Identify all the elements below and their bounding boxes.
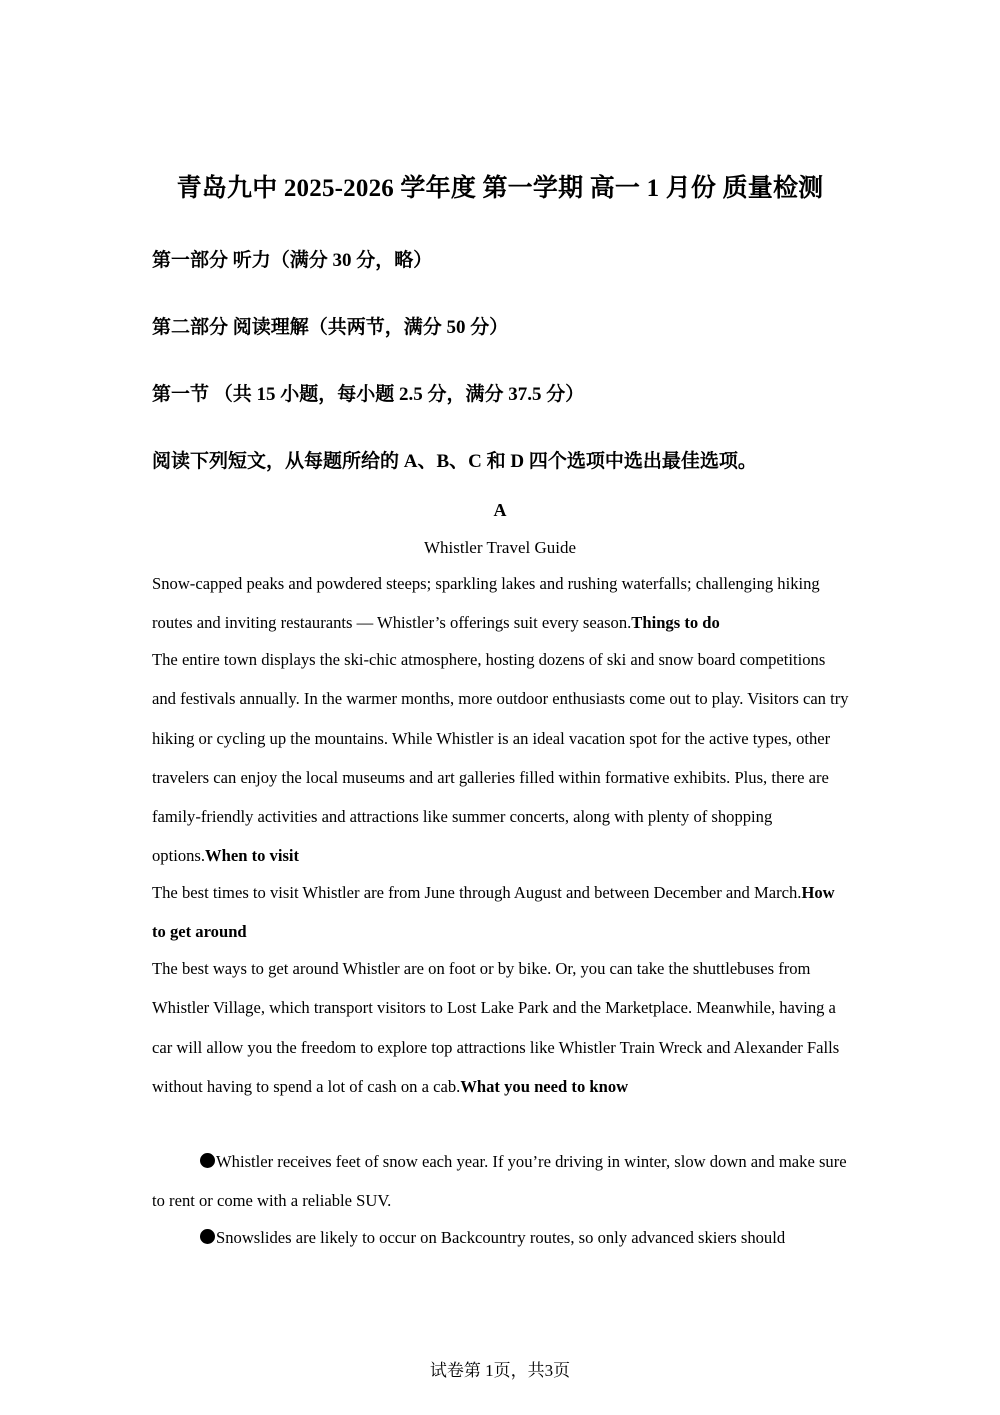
passage-title: Whistler Travel Guide bbox=[423, 538, 577, 557]
bullet-dot-icon bbox=[200, 1153, 215, 1168]
passage-letter: A bbox=[493, 500, 507, 520]
passage-block-intro bbox=[152, 564, 852, 643]
what-you-need-heading: What you need to know bbox=[460, 1076, 629, 1096]
bullet-2 bbox=[152, 1218, 852, 1257]
bullet-1 bbox=[152, 1142, 852, 1221]
bullet-2-text: Snowslides are likely to occur on Backcountry routes, so only advanced skiers should bbox=[216, 1228, 786, 1247]
passage-block-when bbox=[152, 873, 852, 952]
how-to-get-around-heading: How to get around bbox=[152, 883, 835, 942]
when-to-visit-heading: When to visit bbox=[205, 846, 300, 866]
exam-title: 青岛九中 2025-2026 学年度 第一学期 高一 1 月份 质量检测 bbox=[176, 175, 824, 202]
section1-heading: 第一节 （共 15 小题，每小题 2.5 分，满分 37.5 分） bbox=[152, 384, 585, 405]
bullet-dot-icon bbox=[200, 1229, 215, 1244]
part1-heading: 第一部分 听力（满分 30 分，略） bbox=[152, 250, 433, 271]
when-to-visit-text: The best times to visit Whistler are from June through August and between December and March. bbox=[152, 883, 802, 902]
passage-block-how bbox=[152, 949, 852, 1106]
part2-heading: 第二部分 阅读理解（共两节，满分 50 分） bbox=[152, 317, 509, 338]
instruction: 阅读下列短文，从每题所给的 A、B、C 和 D 四个选项中选出最佳选项。 bbox=[152, 451, 757, 472]
page-footer: 试卷第 1页，共3页 bbox=[429, 1361, 571, 1380]
intro-text: Snow-capped peaks and powdered steeps; sparkling lakes and rushing waterfalls; challenging hiking routes and inviting restaurants — Whistler’s offerings suit every season. bbox=[152, 574, 820, 633]
bullet-1-text: Whistler receives feet of snow each year. If you’re driving in winter, slow down and make sure to rent or come with a reliable SUV. bbox=[152, 1152, 847, 1211]
things-to-do-heading: Things to do bbox=[631, 613, 720, 633]
things-to-do-text: The entire town displays the ski-chic atmosphere, hosting dozens of ski and snow board competitions and festivals annually. In the warmer months, more outdoor enthusiasts come out to play. Visitors can try hiking or cycling up the mountains. While Whistler is an ideal vacation spot for the active types, other travelers can enjoy the local museums and art galleries filled within formative exhibits. Plus, there are family-friendly activities and attractions like summer concerts, along with plenty of shopping options. bbox=[152, 650, 849, 866]
how-to-get-around-text: The best ways to get around Whistler are on foot or by bike. Or, you can take the shuttlebuses from Whistler Village, which transport visitors to Lost Lake Park and the Marketplace. Meanwhile, having a car will allow you the freedom to explore top attractions like Whistler Train Wreck and Alexander Falls without having to spend a lot of cash on a cab. bbox=[152, 959, 840, 1096]
passage-block-things bbox=[152, 640, 852, 876]
